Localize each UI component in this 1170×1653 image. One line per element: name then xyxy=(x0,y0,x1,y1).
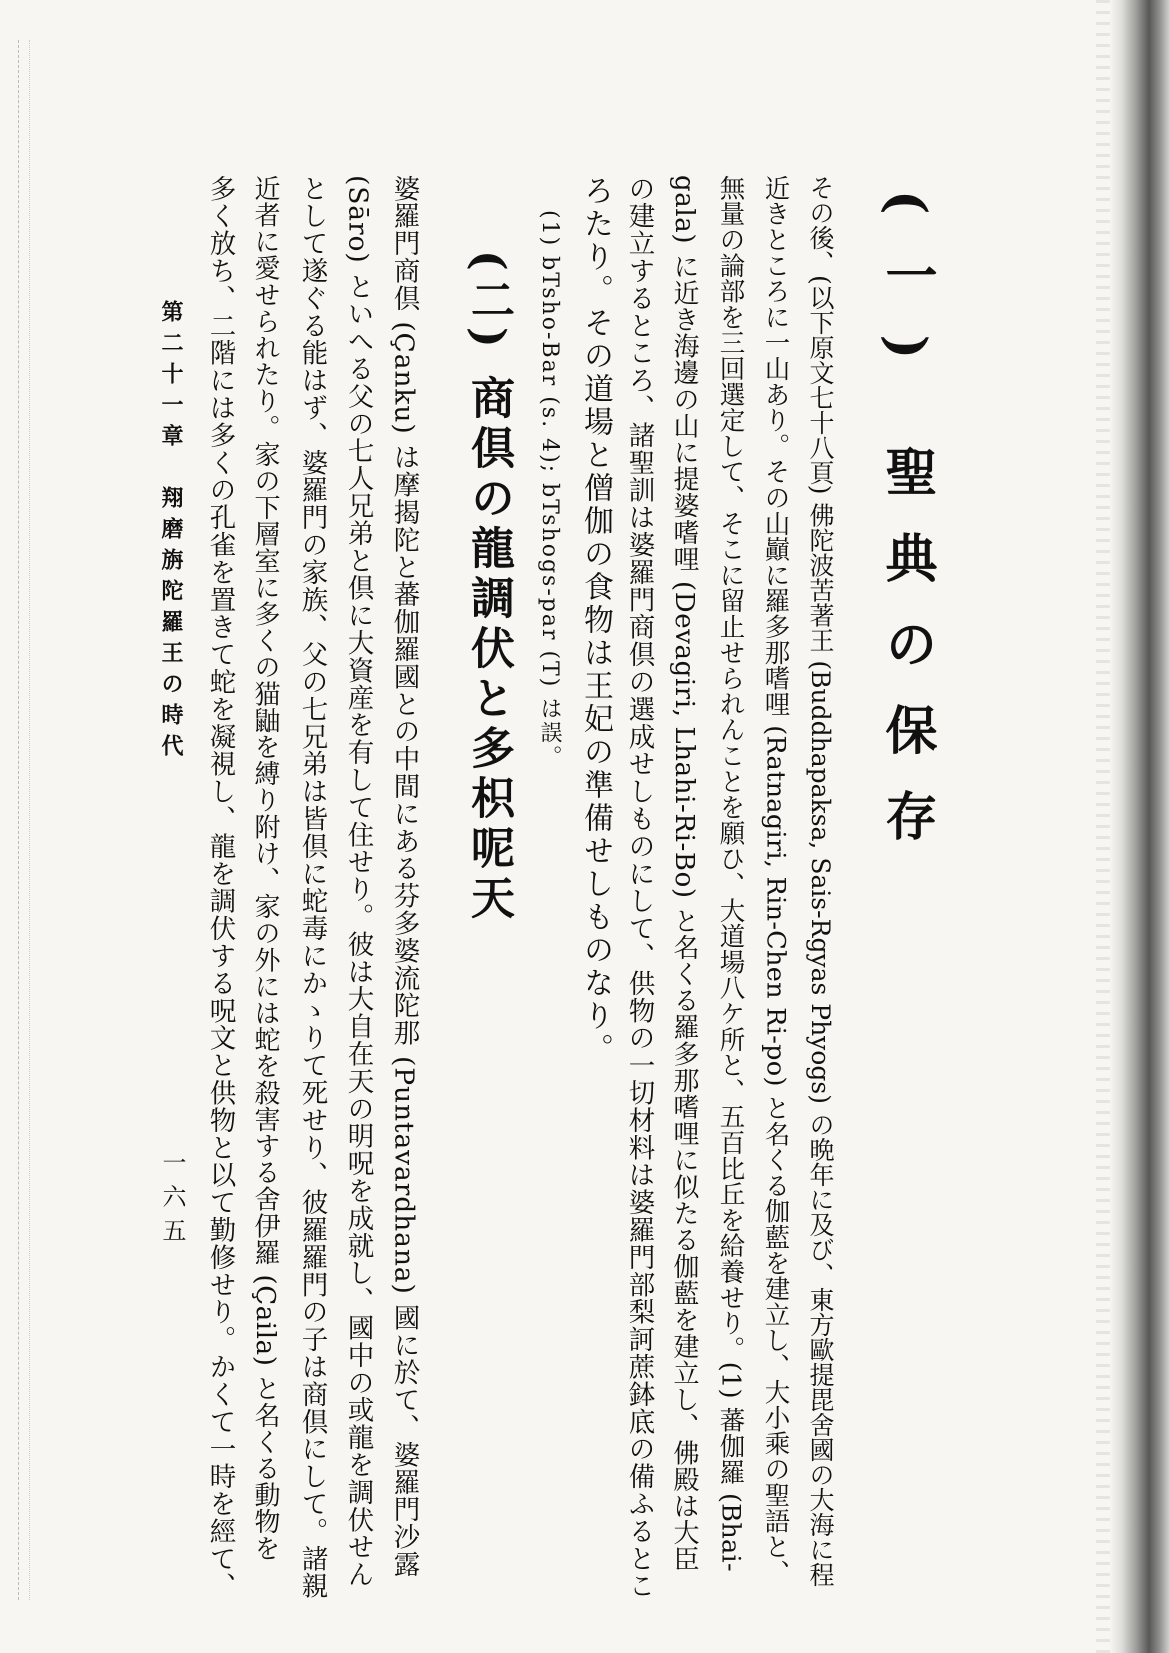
section2-line-4: 近者に愛せられたり。家の下層室に多くの猫鼬を縛り附け、家の外には蛇を殺害する舍伊羅 (Çaila) と名くる動物を xyxy=(250,175,280,1562)
page-number: 一六五 xyxy=(158,1150,186,1252)
section1-line-6: ろたり。その道場と僧伽の食物は王妃の準備せしものなり。 xyxy=(578,175,613,1066)
section2-title: (二) 商倶の龍調伏と多枳呢天 xyxy=(463,250,514,925)
scan-left-edge xyxy=(18,40,33,1600)
section1-line-3: 無量の論部を三回選定して、そこに留止せられんことを願ひ、大道場八ケ所と、五百比丘を給養せり。(1) 蕃伽羅 (Bhai- xyxy=(715,175,746,1572)
section2-line-5: 多く放ち、二階には多くの孔雀を置きて蛇を凝視し、龍を調伏する呪文と供物と以て勤修せり。かくて一時を經て、 xyxy=(204,175,236,1600)
section1-line-2: 近きところに一山あり。その山巓に羅多那嗜哩 (Ratnagiri, Rin-Chen Ri-po) と名くる伽藍を建立し、大小乘の聖語と、 xyxy=(760,175,791,1586)
section1-line-4: gala) に近き海邊の山に提婆嗜哩 (Devagiri, Lhahi-Ri-Bo) と名くる羅多那嗜哩に似たる伽藍を建立し、佛殿は大臣 xyxy=(669,175,699,1573)
section1-title: (一) 聖典の保存 xyxy=(876,190,937,876)
section2-line-1: 婆羅門商倶 (Çanku) は摩揭陀と蕃伽羅國との中間にある芬多婆流陀那 (Puntavardhana) 國に於て、婆羅門沙露 xyxy=(388,175,420,1579)
footnote-1: (1) bTsho-Bar (s. 4); bTshogs-par (T) は誤。 xyxy=(537,210,562,770)
section1-line-5: の建立するところ、諸聖訓は婆羅門商倶の選成せしものにして、供物の一切材料は婆羅門部梨訶蔗鉢底の備ふるとこ xyxy=(623,175,655,1600)
section2-line-3: として遂ぐる能はず、婆羅門の家族、父の七兄弟は皆倶に蛇毒にかゝりて死せり、彼羅羅門の子は商倶にして。諸親 xyxy=(296,175,328,1600)
running-footer-chapter: 第二十一章 翔磨旃陀羅王の時代 xyxy=(158,300,184,765)
section2-line-2: (Sāro) といへる父の七人兄弟と倶に大資産を有して住せり。彼は大自在天の明呪を成就し、國中の或龍を調伏せん xyxy=(342,175,374,1589)
section1-line-1: その後、(以下原文七十八頁) 佛陀波苦著王 (Buddhapaksa, Sais-Rgyas Phyogs) の晩年に及び、東方歐提毘舍國の大海に程 xyxy=(806,175,835,1587)
scan-binding-shadow xyxy=(1110,0,1170,1653)
